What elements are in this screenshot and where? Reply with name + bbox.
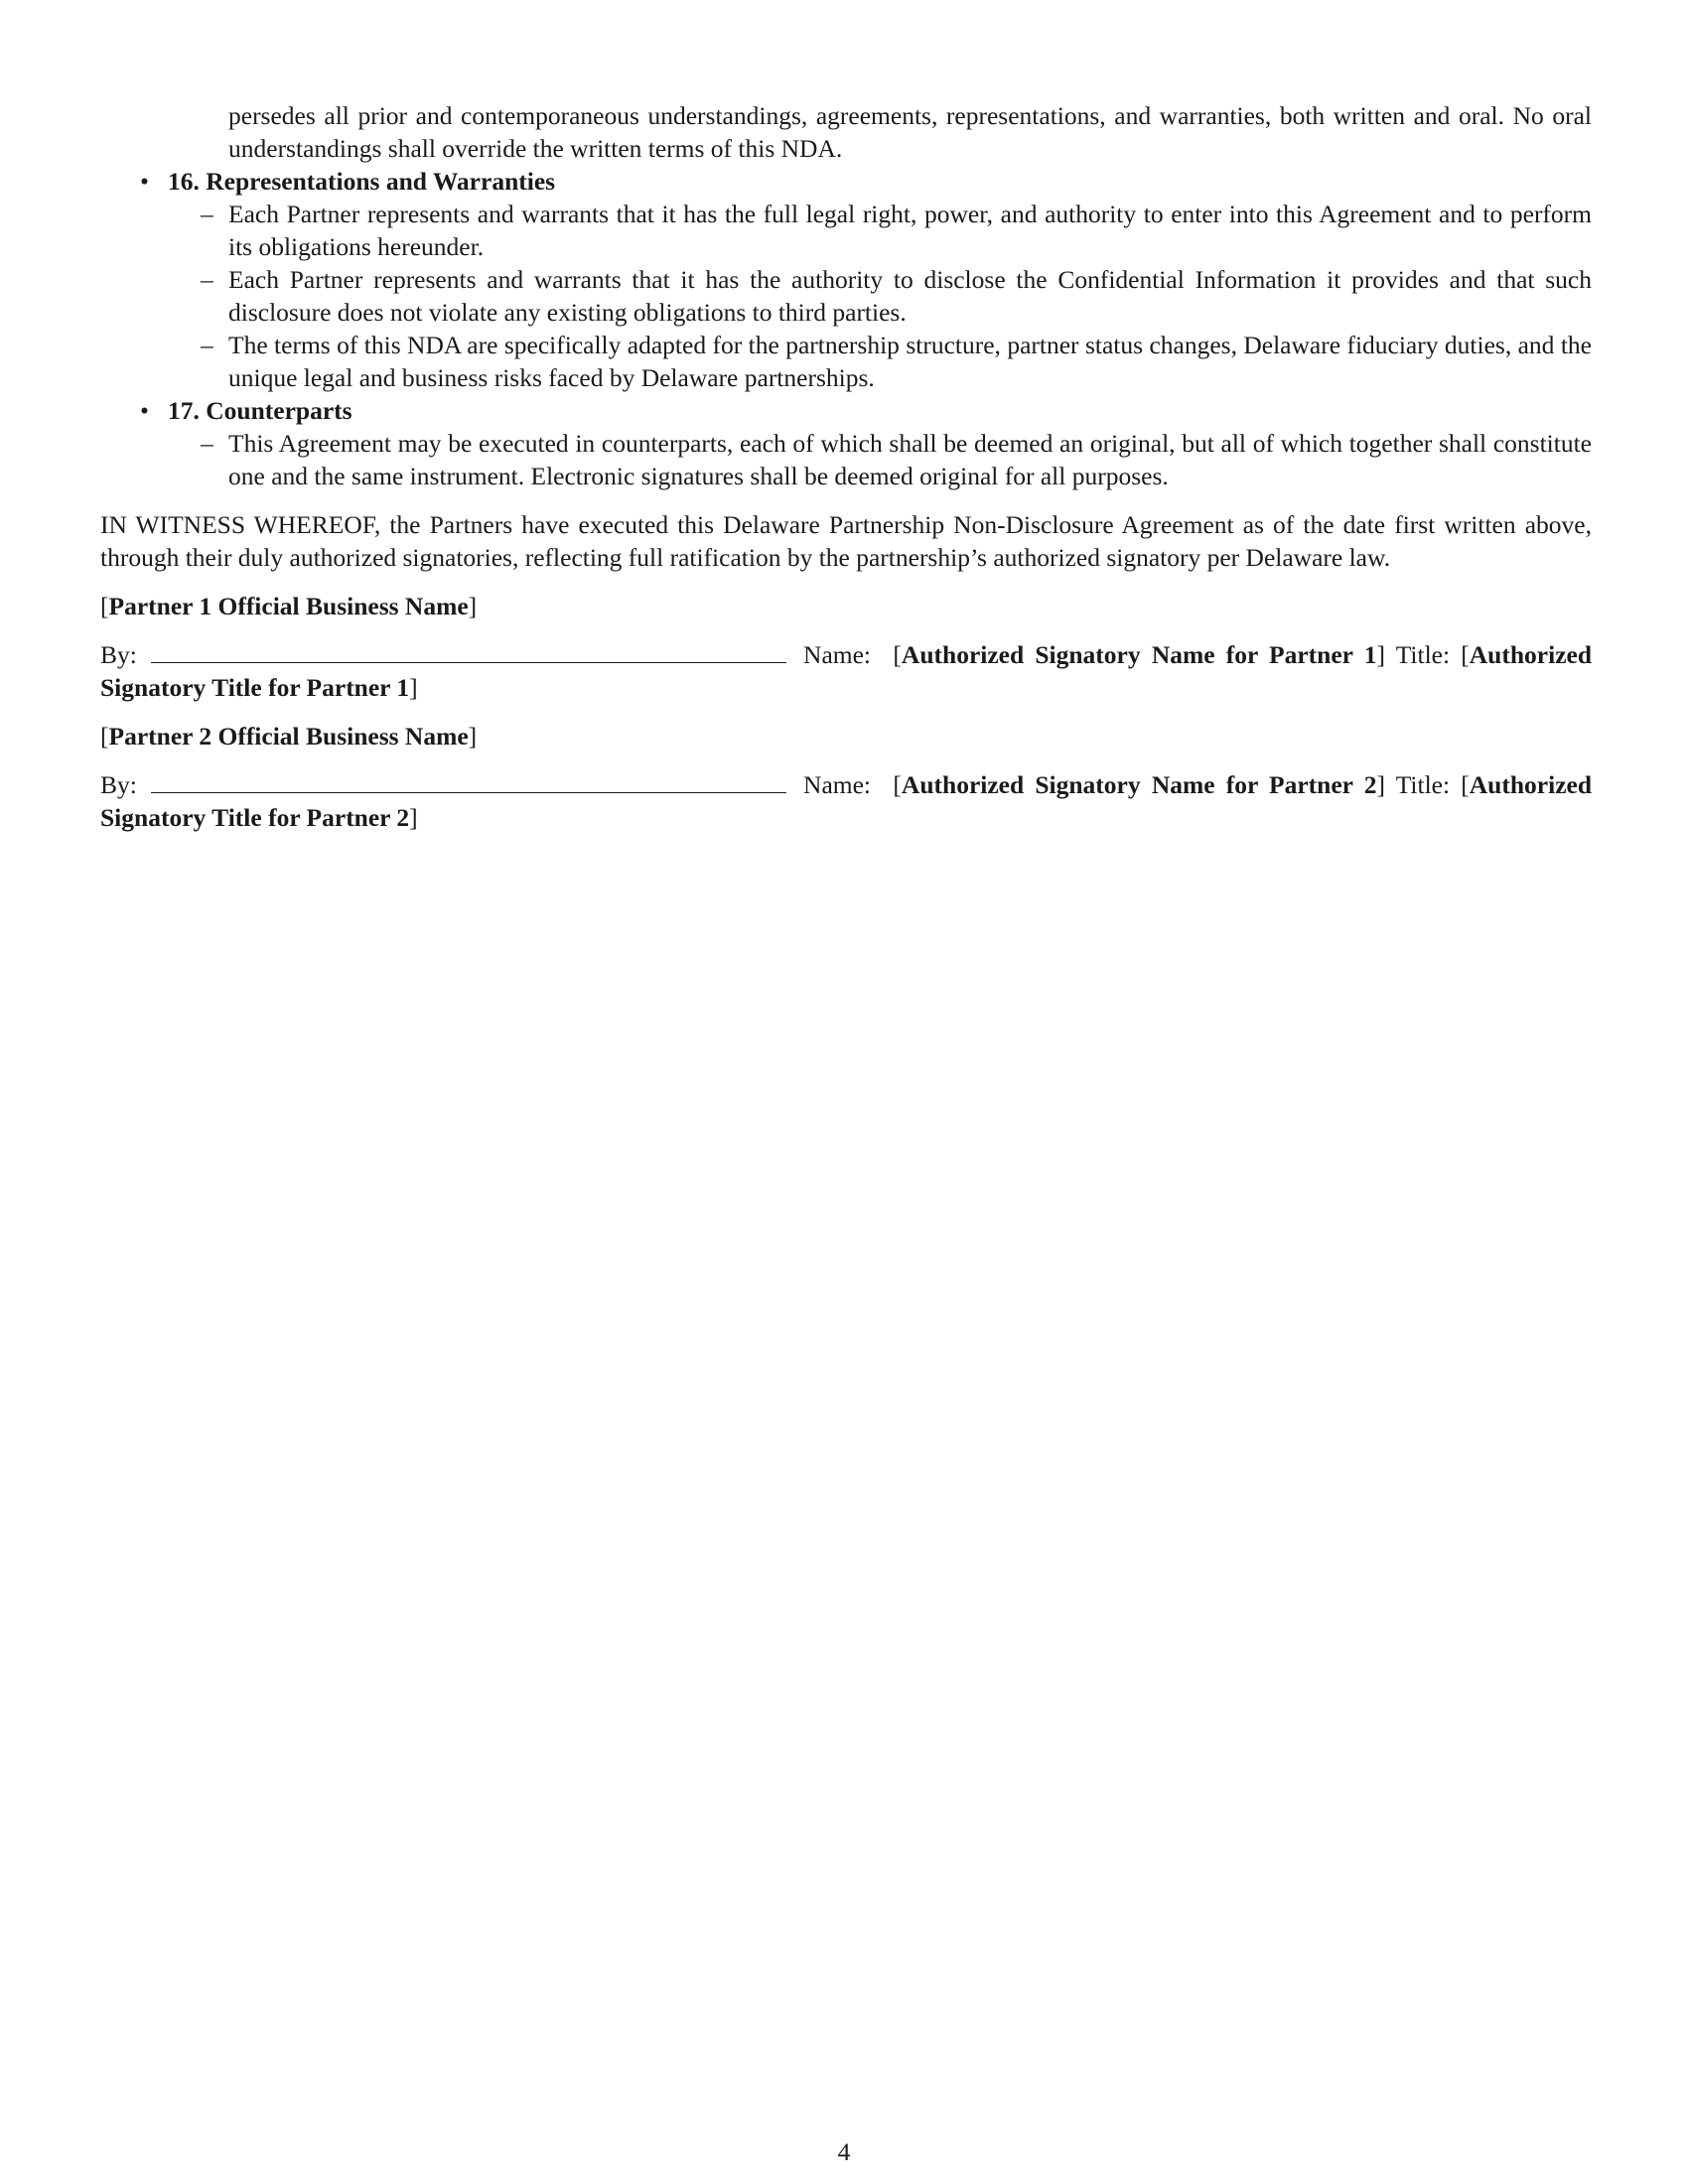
signatory-name: Authorized Signatory Name for Partner 2 (901, 770, 1377, 799)
signatory-title: Authorized Signatory Title for Partner 2 (100, 770, 1593, 832)
name-label: Name: (803, 640, 872, 669)
list-item (100, 329, 1592, 394)
page-number: 4 (837, 2137, 851, 2166)
list-item-text: This Agreement may be executed in counterparts, each of which shall be deemed an original, but all of which together shall constitute one and the same instrument. Electronic signatures shall be deemed original for all purposes. (228, 429, 1592, 490)
signatory-title: Authorized Signatory Title for Partner 1 (100, 640, 1593, 702)
business-name: [Partner 2 Official Business Name] (100, 722, 478, 751)
dash-icon: – (201, 265, 213, 294)
business-name: [Partner 1 Official Business Name] (100, 592, 478, 620)
signature-line: By: Name: [Authorized Signatory Name for Partner 1] Title: [Authorized Signatory Title for Partner 1] (100, 640, 1593, 702)
continuation-paragraph: persedes all prior and contemporaneous understandings, agreements, representations, and warranties, both written and oral. No oral understandings shall override the written terms of this NDA. (228, 101, 1592, 163)
title-label: Title: (1395, 640, 1451, 669)
by-label: By: (100, 640, 137, 669)
signature-block-partner-1 (100, 590, 1592, 704)
list-item-text: Each Partner represents and warrants that it has the authority to disclose the Confidential Information it provides and that such disclosure does not violate any existing obligations to third parties. (228, 265, 1592, 327)
signature-field[interactable] (151, 770, 786, 793)
bullet-icon: • (140, 167, 149, 196)
list-item-text: The terms of this NDA are specifically adapted for the partnership structure, partner status changes, Delaware fiduciary duties, and the unique legal and business risks faced by Delaware partnerships. (228, 331, 1592, 392)
document-page (100, 99, 1592, 834)
title-label: Title: (1395, 770, 1451, 799)
section-heading: 17. Counterparts (168, 396, 352, 425)
signature-line: By: Name: [Authorized Signatory Name for Partner 2] Title: [Authorized Signatory Title for Partner 2] (100, 770, 1593, 832)
section-heading: 16. Representations and Warranties (168, 167, 556, 196)
list-item (100, 263, 1592, 329)
list-item-text: Each Partner represents and warrants that it has the full legal right, power, and authority to enter into this Agreement and to perform its obligations hereunder. (228, 200, 1592, 261)
bullet-icon: • (140, 396, 149, 425)
signature-field[interactable] (151, 640, 786, 663)
section-16 (100, 165, 1592, 198)
witness-paragraph: IN WITNESS WHEREOF, the Partners have executed this Delaware Partnership Non-Disclosure Agreement as of the date first written above, through their duly authorized signatories, reflecting full ratification by the partnership’s authorized signatory per Delaware law. (100, 510, 1592, 572)
list-item (100, 427, 1592, 492)
by-label: By: (100, 770, 137, 799)
dash-icon: – (201, 331, 213, 359)
dash-icon: – (201, 429, 213, 458)
section-17 (100, 394, 1592, 427)
signatory-name: Authorized Signatory Name for Partner 1 (901, 640, 1377, 669)
dash-icon: – (201, 200, 213, 228)
signature-block-partner-2 (100, 720, 1592, 834)
name-label: Name: (803, 770, 872, 799)
list-item (100, 198, 1592, 263)
